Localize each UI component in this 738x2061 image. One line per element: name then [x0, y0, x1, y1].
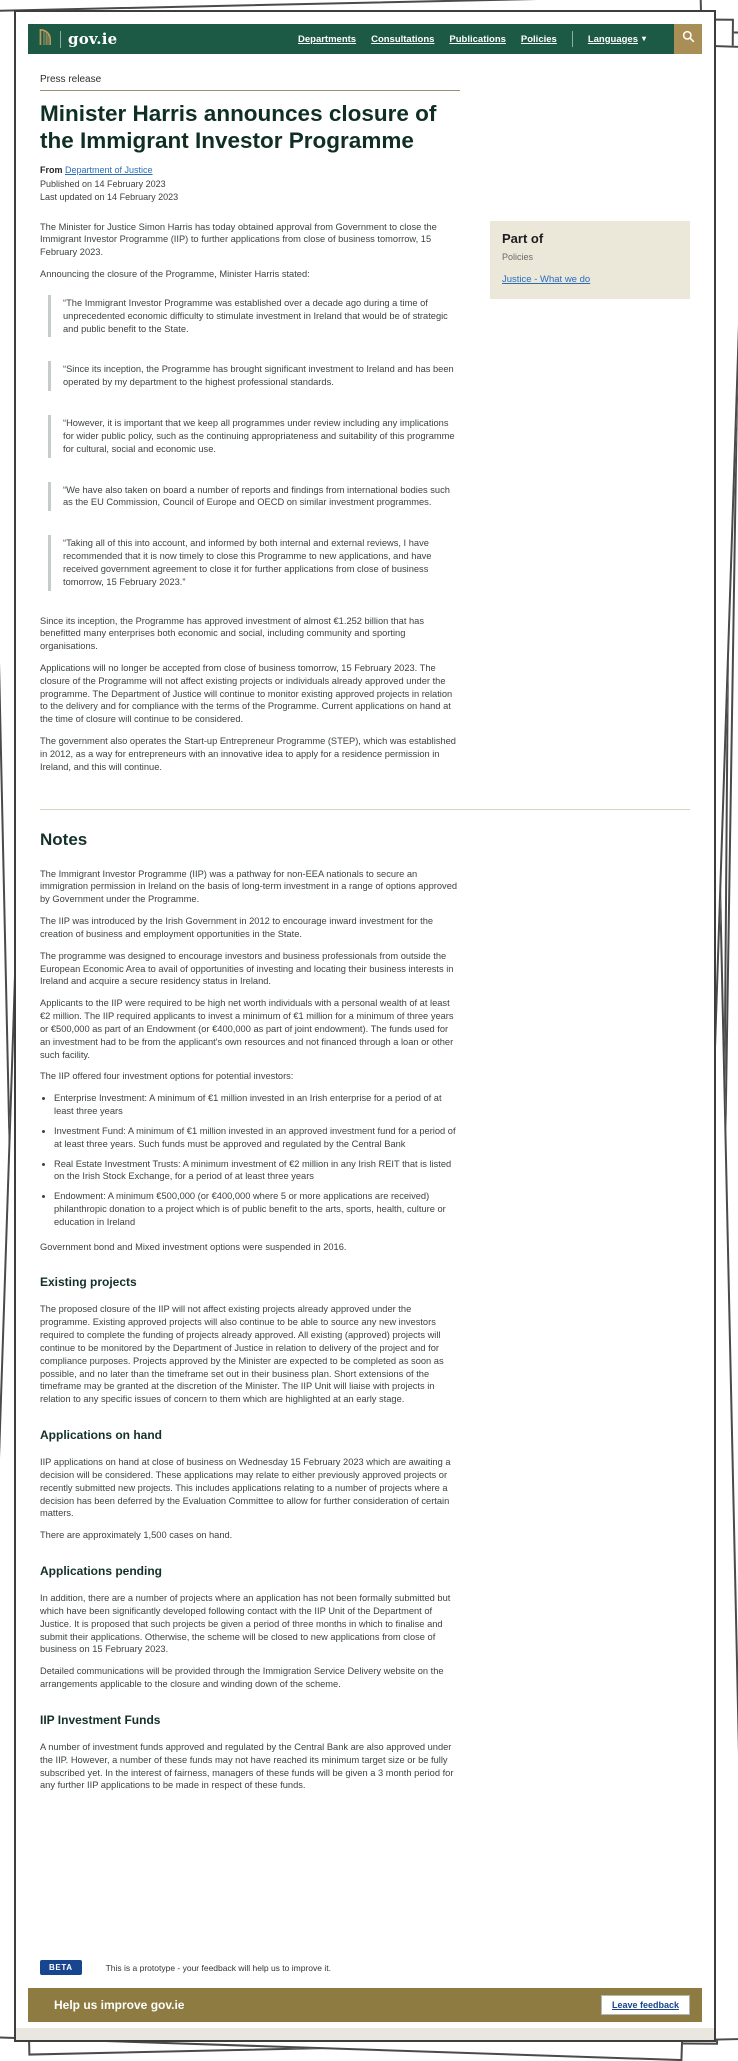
feedback-bar [28, 1988, 702, 2022]
blockquote [48, 361, 460, 391]
article-meta [40, 164, 690, 205]
list-item: • Investment Fund: A minimum of €1 million invested in an approved investment fund for a period of at least three years. Such funds must be approved and regulated by the Central Bank [54, 1125, 460, 1151]
notes-divider [40, 809, 690, 810]
paragraph: Detailed communications will be provided through the Immigration Service Delivery website on the arrangements applicable to the closure and winding down of the scheme. [40, 1666, 444, 1690]
paragraph: Since its inception, the Programme has approved investment of almost €1.252 billion that has benefitted many enterprises both economic and social, including community and sporting organisations. [40, 615, 424, 652]
heading-existing-projects: Existing projects [40, 1275, 137, 1290]
part-of-category: Policies [502, 251, 534, 262]
sidebar [490, 221, 690, 299]
quote-text: “Since its inception, the Programme has brought significant investment to Ireland and has been operated by my department to the highest professional standards. [63, 364, 454, 388]
beta-text: This is a prototype - your feedback will help us to improve it. [105, 1962, 331, 1973]
list-item: • Real Estate Investment Trusts: A minimum investment of €2 million in any Irish REIT that is listed on the Irish Stock Exchange, for a period of at least three years [54, 1158, 460, 1184]
list-item: • Enterprise Investment: A minimum of €1 million invested in an Irish enterprise for a period of at least three years [54, 1092, 460, 1118]
paragraph: In addition, there are a number of projects where an application has not been formally submitted but which have been significantly developed following contact with the IIP Unit of the Department of Justice. It is proposed that such projects be given a period of three months in which to finalise and submit their applications. Otherwise, the scheme will be closed to new applications from close of business on 15 February 2023. [40, 1593, 451, 1655]
heading-applications-on-hand: Applications on hand [40, 1428, 162, 1443]
blockquote [48, 482, 460, 512]
notes-heading: Notes [40, 829, 88, 849]
feedback-title: Help us improve gov.ie [54, 1998, 185, 2012]
quote-text: “However, it is important that we keep all programmes under review including any implications for wider public policy, such as the continuing appropriateness and suitability of this programme for cultural, social and economic use. [63, 418, 455, 454]
paragraph: The IIP was introduced by the Irish Government in 2012 to encourage inward investment for the creation of business and employment opportunities in the State. [40, 916, 434, 939]
paragraph: There are approximately 1,500 cases on hand. [40, 1530, 233, 1541]
search-icon [682, 30, 695, 48]
leave-feedback-button[interactable]: Leave feedback [601, 1995, 690, 2015]
paragraph: Applicants to the IIP were required to be high net worth individuals with a personal wealth of at least €2 million. The IIP required applicants to invest a minimum of €1 million for a minimum of three years or €500,000 as part of an Endowment (or €400,000 as part of joint endowment). The funds used for an investment had to be from the applicant's own resources and not financed through a loan or other such facility. [40, 998, 454, 1060]
chevron-down-icon: ▾ [641, 34, 646, 43]
meta-from [40, 164, 690, 178]
paragraph: Applications will no longer be accepted from close of business tomorrow, 15 February 2023. The closure of the Programme will not affect existing projects or individuals already approved under the programme. The Department of Justice will continue to monitor existing approved projects in relation to the delivery and for compliance with the terms of the Programme. Current applications on hand at the time of closure will continue to be considered. [40, 662, 453, 725]
blockquote [48, 535, 460, 590]
last-updated-date: Last updated on 14 February 2023 [40, 192, 179, 203]
gov-ie-logo[interactable] [38, 28, 117, 51]
list-item: • Endowment: A minimum €500,000 (or €400,000 where 5 or more applications are received) philanthropic donation to a project which is of public benefit to the arts, sports, health, culture or education in Ireland [54, 1190, 460, 1228]
beta-banner [16, 1951, 714, 1984]
paragraph: IIP applications on hand at close of business on Wednesday 15 February 2023 which are awaiting a decision will be considered. These applications may relate to either previously approved projects or recently submitted new projects. This includes applications relating to a number of projects where a decision has been deferred by the Evaluation Committee to allow for further consideration of certain matters. [40, 1457, 451, 1519]
harp-icon [38, 28, 53, 51]
quote-text: “We have also taken on board a number of reports and findings from international bodies such as the EU Commission, Council of Europe and OECD on similar investment programmes. [63, 484, 450, 508]
site-header [28, 24, 702, 54]
paragraph: The Immigrant Investor Programme (IIP) was a pathway for non-EEA nationals to secure an immigration permission in Ireland on the basis of long-term investment in a range of options approved by Government under the Programme. [40, 868, 458, 905]
content-type-label: Press release [40, 74, 102, 85]
nav-policies[interactable]: Policies [520, 33, 557, 45]
part-of-link[interactable]: Justice - What we do [502, 273, 591, 285]
paragraph: Government bond and Mixed investment options were suspended in 2016. [40, 1241, 347, 1252]
quote-text: “Taking all of this into account, and informed by both internal and external reviews, I have recommended that it is now timely to close this Programme to new applications, and have received government agreement to close it for further applications from close of business tomorrow, 15 February 2023.” [63, 538, 432, 587]
part-of-box [490, 221, 690, 299]
blockquote [48, 415, 460, 457]
heading-applications-pending: Applications pending [40, 1564, 162, 1579]
languages-menu[interactable] [588, 34, 646, 45]
paragraph: The programme was designed to encourage investors and business professionals from outside the European Economic Area to avail of opportunities of investing and locating their business interests in Ireland and acquire a secure residency status in Ireland. [40, 950, 454, 987]
nav-publications[interactable]: Publications [449, 33, 506, 45]
search-button[interactable] [674, 24, 702, 54]
quote-text: “The Immigrant Investor Programme was established over a decade ago during a time of unprecedented economic difficulty to stimulate investment in Ireland that would be of strategic and public benefit to the State. [63, 297, 448, 334]
beta-badge: BETA [40, 1960, 82, 1975]
primary-nav [298, 24, 702, 54]
paragraph: The government also operates the Start-up Entrepreneur Programme (STEP), which was established in 2012, as a way for entrepreneurs with an innovative idea to apply for a residence permission in Ireland, and this will continue. [40, 736, 456, 772]
nav-consultations[interactable]: Consultations [371, 33, 435, 45]
logo-text: gov.ie [68, 30, 118, 48]
nav-departments[interactable]: Departments [298, 33, 357, 45]
paragraph: The proposed closure of the IIP will not affect existing projects already approved under the programme. Existing approved projects will also continue to be able to source any new investors required to complete the funding of projects already approved. All existing (approved) projects will continue to be monitored by the Department of Justice in relation to delivery of the project and for compliance purposes. Projects approved by the Minister are expected to be completed as soon as possible, and no later than the timeframe set out in their business plan. Short extensions of the timeframe may be granted at the discretion of the Minister. The IIP Unit will liaise with projects in relation to any specific issues of concern to them which are highlighted at an early stage. [40, 1304, 444, 1405]
part-of-title: Part of [502, 230, 544, 246]
logo-divider [60, 31, 61, 48]
heading-iip-investment-funds: IIP Investment Funds [40, 1712, 161, 1727]
department-link[interactable]: Department of Justice [65, 165, 153, 176]
gov-ie-page [14, 10, 716, 2042]
notes-section [40, 830, 690, 1793]
published-date: Published on 14 February 2023 [40, 178, 166, 189]
paragraph: The Minister for Justice Simon Harris has today obtained approval from Government to close the Immigrant Investor Programme (IIP) to further applications from close of business tomorrow, 15 February 2023. [40, 221, 437, 258]
page-bottom-strip [16, 2028, 714, 2040]
investment-options-list [40, 1092, 460, 1228]
blockquote [48, 295, 460, 337]
page-title: Minister Harris announces closure of the Immigrant Investor Programme [40, 101, 437, 153]
article-content [16, 54, 714, 1951]
article-body [40, 221, 460, 783]
kicker-rule [40, 90, 460, 91]
nav-divider [572, 31, 573, 47]
paragraph: Announcing the closure of the Programme, Minister Harris stated: [40, 269, 310, 280]
paragraph: The IIP offered four investment options for potential investors: [40, 1071, 294, 1082]
languages-label: Languages [587, 33, 638, 45]
from-label: From [40, 165, 63, 176]
paragraph: A number of investment funds approved and regulated by the Central Bank are also approved under the IIP. However, a number of these funds may not have reached its minimum target size or be fully subscribed yet. In the interest of fairness, managers of these funds will be given a 3 month period for any further IIP applications to be made in respect of these funds. [40, 1741, 454, 1791]
